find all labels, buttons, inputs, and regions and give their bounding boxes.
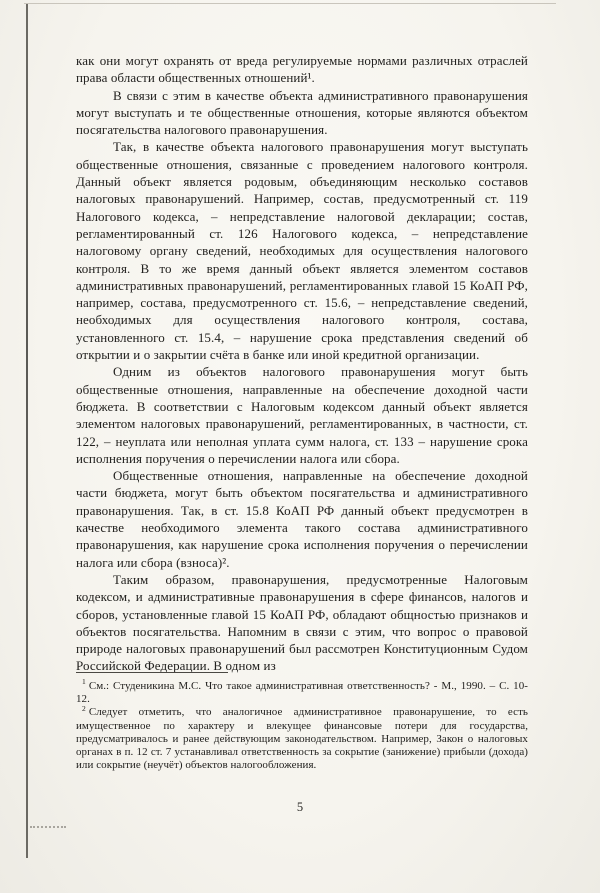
paragraph: как они могут охранять от вреда регулируемые нормами различных отраслей права области общественных отношений¹. — [76, 53, 528, 86]
paragraph: Общественные отношения, направленные на обеспечение доходной части бюджета, могут быть объектом посягательства и административного правонарушения. Так, в ст. 15.8 КоАП РФ данный объект предусмотрен в качестве необходимого элемента такого состава административного правонарушения, как нарушение срока исполнения поручения о перечислении налога или сбора (взноса)². — [76, 468, 528, 570]
footnote — [76, 703, 528, 772]
footnote-text: Следует отметить, что аналогичное административное правонарушение, то есть имущественное по характеру и влекущее финансовые потери для государства, предусматривалось и ранее действующим законодательством. Например, Закон о налоговых органах в п. 12 ст. 7 устанавливал ответственность за сокрытие (занижение) прибыли (дохода) или сокрытие (неучёт) объектов налогообложения. — [76, 706, 528, 772]
scan-top-edge-artifact — [24, 3, 556, 4]
footnotes-section — [76, 672, 528, 772]
scan-smudge-artifact — [30, 820, 66, 828]
page-body-text — [76, 52, 528, 675]
paragraph: Одним из объектов налогового правонарушения могут быть общественные отношения, направленные на обеспечение доходной части бюджета. В соответствии с Налоговым кодексом данный объект является элементом налоговых правонарушений, регламентированных, в частности, ст. 122, – неуплата или неполная уплата сумм налога, ст. 133 – нарушение срока исполнения поручения о перечислении налога или сбора. — [76, 364, 528, 466]
footnote-text: См.: Студеникина М.С. Что такое административная ответственность? - М., 1990. – С. 10-12. — [76, 680, 528, 706]
scan-binding-edge-artifact — [26, 4, 28, 858]
paragraph: Так, в качестве объекта налогового правонарушения могут выступать общественные отношения, связанные с проведением налогового контроля. Данный объект является родовым, объединяющим несколько составов налоговых правонарушений. Например, состав, предусмотренный ст. 119 Налогового кодекса, – непредставление налоговой декларации; состав, регламентированный ст. 126 Налогового кодекса, – непредставление налоговому органу сведений, необходимых для осуществления налогового контроля. В то же время данный объект является элементом составов административных правонарушений, регламентированных главой 15 КоАП РФ, например, состава, предусмотренного ст. 15.6, – непредставление сведений, необходимых для осуществления налогового контроля, состава, установленного ст. 15.4, – нарушение срока представления сведений об открытии и о закрытии счёта в банке или иной кредитной организации. — [76, 139, 528, 363]
footnote — [76, 677, 528, 706]
footnote-separator-rule — [76, 672, 228, 673]
footnote-marker: 2 — [82, 703, 86, 713]
paragraph: В связи с этим в качестве объекта административного правонарушения могут выступать и те общественные отношения, которые являются объектом посягательства налогового правонарушения. — [76, 87, 528, 138]
footnote-marker: 1 — [82, 677, 86, 687]
page-number: 5 — [296, 800, 304, 814]
paragraph: Таким образом, правонарушения, предусмотренные Налоговым кодексом, и административные правонарушения в сфере финансов, налогов и сборов, установленные главой 15 КоАП РФ, обладают общностью признаков и объектов посягательства. Напомним в связи с этим, что вопрос о правовой природе налоговых правонарушений был рассмотрен Конституционным Судом Российской Федерации. В одном из — [76, 571, 528, 674]
